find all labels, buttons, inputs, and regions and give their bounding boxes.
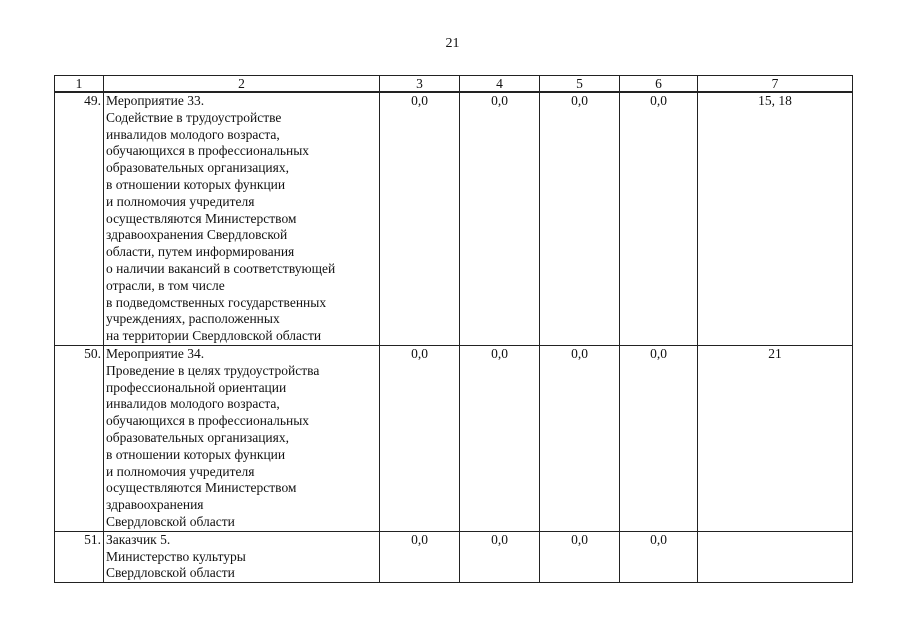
description-line: инвалидов молодого возраста, [106,396,280,412]
header-col-2: 2 [104,76,380,93]
description-line: области, путем информирования [106,244,295,260]
value-col-7: 15, 18 [698,92,853,345]
value-col-6: 0,0 [620,345,698,531]
program-table [54,75,853,583]
description-line: Мероприятие 33. [106,93,205,108]
value-col-7: 21 [698,345,853,531]
row-number: 49. [55,92,104,345]
table-row [55,345,853,531]
header-col-4: 4 [460,76,540,93]
value-col-3: 0,0 [380,345,460,531]
description-line: осуществляются Министерством [106,210,297,226]
description-line: в подведомственных государственных [106,294,327,310]
header-col-1: 1 [55,76,104,93]
description-line: инвалидов молодого возраста, [106,126,280,142]
description-line: на территории Свердловской области [106,328,322,344]
description-line: обучающихся в профессиональных [106,413,310,429]
value-col-3: 0,0 [380,92,460,345]
description-line: Министерство культуры [106,548,246,564]
description-line: образовательных организациях, [106,160,289,176]
row-number: 51. [55,531,104,582]
description-line: в отношении которых функции [106,446,286,462]
description-line: Заказчик 5. [106,531,171,547]
description-line: и полномочия учредителя [106,463,255,479]
description-line: здравоохранения Свердловской [106,227,288,243]
value-col-5: 0,0 [540,531,620,582]
header-col-6: 6 [620,76,698,93]
description-line: Свердловской области [106,513,235,529]
row-description [104,345,380,531]
description-line: осуществляются Министерством [106,480,297,496]
row-description [104,92,380,345]
value-col-6: 0,0 [620,531,698,582]
description-line: и полномочия учредителя [106,193,255,209]
description-line: Свердловской области [106,565,235,581]
description-line: здравоохранения [106,497,204,513]
description-line: образовательных организациях, [106,429,289,445]
table-row [55,92,853,345]
value-col-5: 0,0 [540,345,620,531]
description-line: отрасли, в том числе [106,277,225,293]
value-col-6: 0,0 [620,92,698,345]
value-col-4: 0,0 [460,531,540,582]
header-row [55,76,853,93]
description-line: Проведение в целях трудоустройства [106,362,320,378]
row-description [104,531,380,582]
description-line: Содействие в трудоустройстве [106,109,282,125]
value-col-4: 0,0 [460,92,540,345]
description-line: Мероприятие 34. [106,345,205,361]
header-col-7: 7 [698,76,853,93]
value-col-7 [698,531,853,582]
page-number: 21 [445,36,460,51]
value-col-5: 0,0 [540,92,620,345]
description-line: в отношении которых функции [106,176,286,192]
value-col-3: 0,0 [380,531,460,582]
table-row [55,531,853,582]
description-line: обучающихся в профессиональных [106,143,310,159]
description-line: учреждениях, расположенных [106,311,280,327]
description-line: о наличии вакансий в соответствующей [106,260,336,276]
row-number: 50. [55,345,104,531]
description-line: профессиональной ориентации [106,379,287,395]
header-col-3: 3 [380,76,460,93]
value-col-4: 0,0 [460,345,540,531]
header-col-5: 5 [540,76,620,93]
